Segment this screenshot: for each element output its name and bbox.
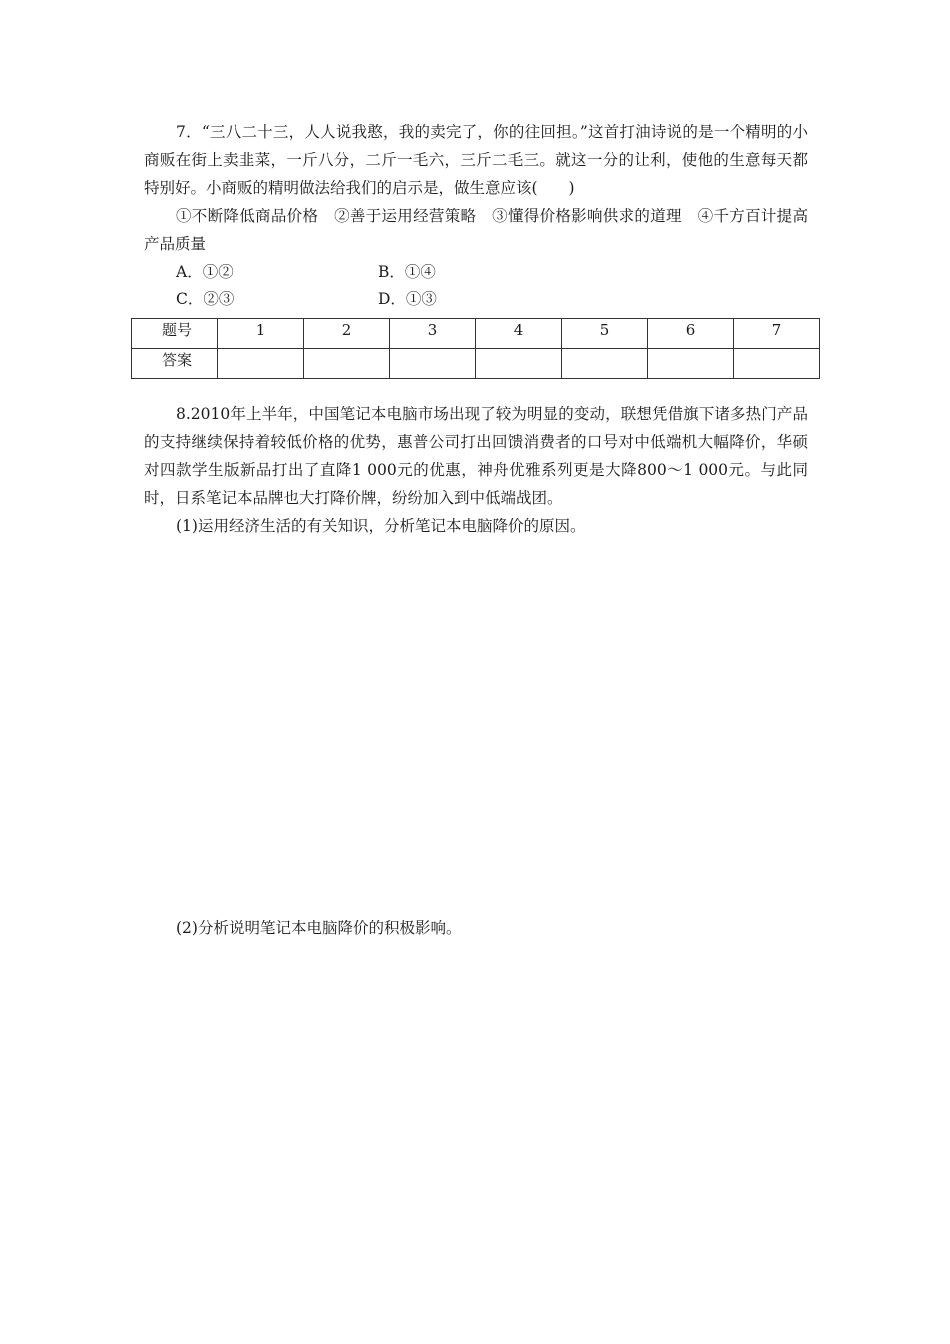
table-number-2: 2 [304,319,390,349]
question-8-stem: 8.2010年上半年，中国笔记本电脑市场出现了较为明显的变动，联想凭借旗下诸多热门产品的支持继续保持着较低价格的优势，惠普公司打出回馈消费者的口号对中低端机大幅降价，华硕对四款学生版新品打出了直降1 000元的优惠，神舟优雅系列更是大降800～1 000元。与此同时，日系笔记本品牌也大打降价牌，纷纷加入到中低端战团。 [144,405,808,507]
choice-row-cd [176,285,676,313]
answer-cell-7[interactable] [734,349,820,379]
table-number-6: 6 [648,319,734,349]
table-number-3: 3 [390,319,476,349]
question-8-sub-1: (1)运用经济生活的有关知识，分析笔记本电脑降价的原因。 [176,517,586,535]
answer-cell-4[interactable] [476,349,562,379]
answer-cell-6[interactable] [648,349,734,379]
table-number-4: 4 [476,319,562,349]
question-8-sub-2: (2)分析说明笔记本电脑降价的积极影响。 [176,919,462,937]
choice-d: D．①③ [378,290,437,308]
answer-cell-1[interactable] [218,349,304,379]
answer-table [131,318,820,379]
table-header-label: 题号 [132,319,218,349]
answer-cell-3[interactable] [390,349,476,379]
question-7-stem: 7．“三八二十三，人人说我憨，我的卖完了，你的往回担。”这首打油诗说的是一个精明的小商贩在街上卖韭菜，一斤八分，二斤一毛六，三斤二毛三。就这一分的让利，使他的生意每天都特别好。小商贩的精明做法给我们的启示是，做生意应该( ) [144,123,808,197]
answer-cell-2[interactable] [304,349,390,379]
choice-row-ab [176,258,676,286]
choice-c: C．②③ [176,290,235,308]
table-row-numbers [132,319,820,349]
table-number-7: 7 [734,319,820,349]
table-number-5: 5 [562,319,648,349]
choice-b: B．①④ [378,263,436,281]
table-answer-label: 答案 [132,349,218,379]
answer-cell-5[interactable] [562,349,648,379]
table-number-1: 1 [218,319,304,349]
question-7-statements: ①不断降低商品价格 ②善于运用经营策略 ③懂得价格影响供求的道理 ④千方百计提高产品质量 [144,207,808,253]
choice-a: A．①② [176,263,234,281]
table-row-answers [132,349,820,379]
